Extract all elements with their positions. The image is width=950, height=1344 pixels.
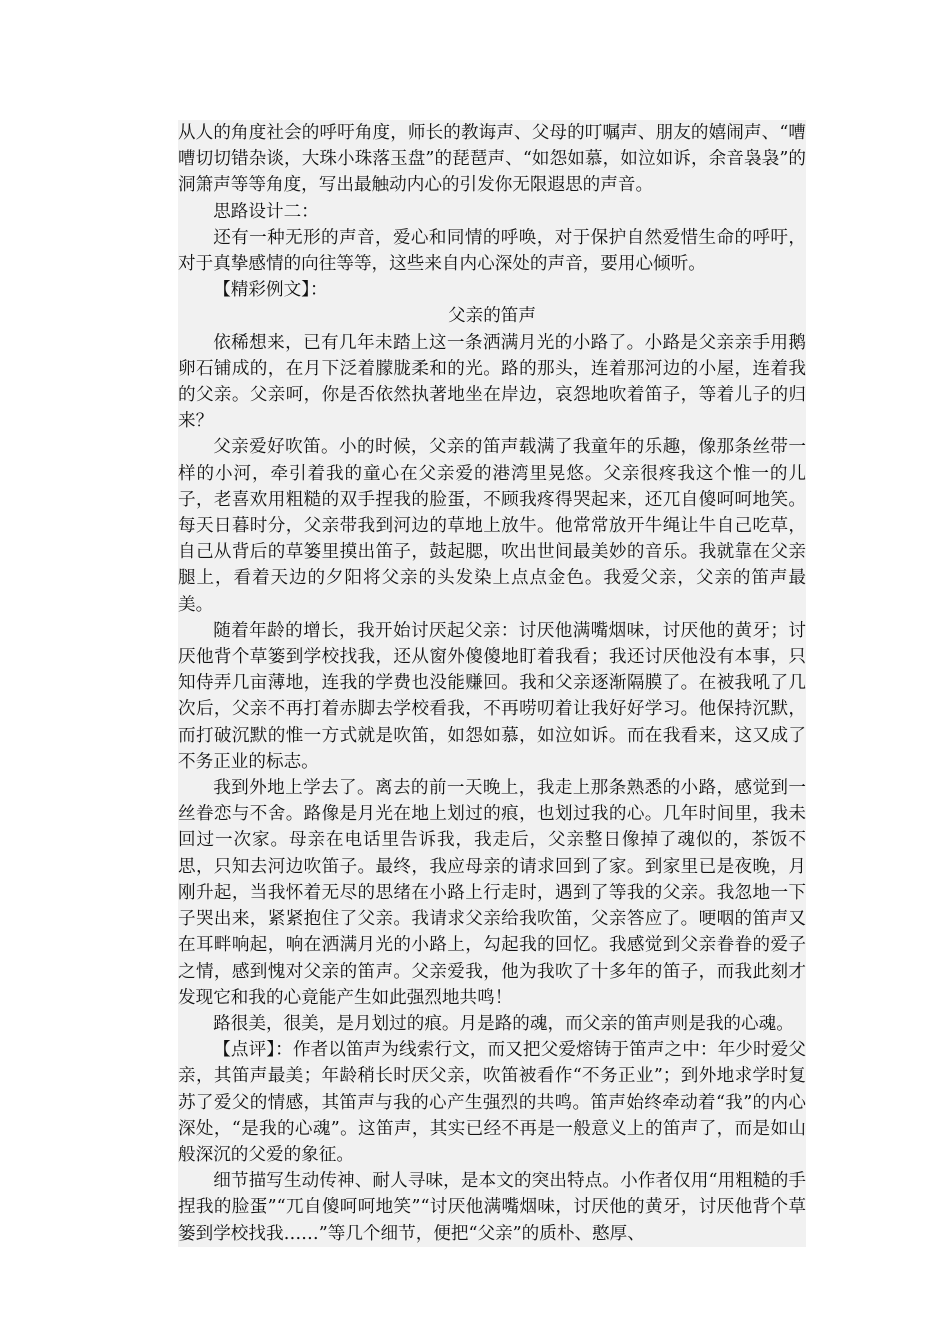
commentary-paragraph-1: 【点评】：作者以笛声为线索行文，而又把父爱熔铸于笛声之中：年少时爱父亲，其笛声最美；年龄稍长时厌父亲，吹笛被看作“不务正业”；到外地求学时复苏了爱父的情感，其笛声与我的心产生强烈的共鸣。笛声始终牵动着“我”的内心深处，“是我的心魂”。这笛声，其实已经不再是一般意义上的笛声了，而是如山般深沉的父爱的象征。 — [178, 1040, 806, 1165]
commentary-paragraph-2: 细节描写生动传神、耐人寻味，是本文的突出特点。小作者仅用“用粗糙的手捏我的脸蛋”“兀自傻呵呵地笑”“讨厌他满嘴烟味，讨厌他的黄牙，讨厌他背个草篓到学校找我……”等几个细节，便把“父亲”的质朴、憨厚、 — [178, 1171, 806, 1244]
paragraph-design-two: 还有一种无形的声音，爱心和同情的呼唤，对于保护自然爱惜生命的呼吁，对于真挚感情的向往等等，这些来自内心深处的声音，要用心倾听。 — [178, 227, 806, 275]
paragraph-intro: 从人的角度社会的呼吁角度，师长的教诲声、父母的叮嘱声、朋友的嬉闹声、“嘈嘈切切错杂谈，大珠小珠落玉盘”的琵琶声、“如怨如慕，如泣如诉，余音袅袅”的洞箫声等等角度，写出最触动内心的引发你无限遐思的声音。 — [178, 123, 806, 196]
essay-title: 父亲的笛声 — [448, 306, 536, 327]
essay-paragraph-3: 随着年龄的增长，我开始讨厌起父亲：讨厌他满嘴烟味，讨厌他的黄牙；讨厌他背个草篓到学校找我，还从窗外傻傻地盯着我看；我还讨厌他没有本事，只知侍弄几亩薄地，连我的学费也没能赚回。我和父亲逐渐隔膜了。在被我吼了几次后，父亲不再打着赤脚去学校看我，不再唠叨着让我好好学习。他保持沉默，而打破沉默的惟一方式就是吹笛，如怨如慕，如泣如诉。而在我看来，这又成了不务正业的标志。 — [178, 620, 806, 772]
document-text-block — [178, 120, 806, 1247]
heading-example: 【精彩例文】： — [213, 280, 328, 301]
essay-paragraph-5: 路很美，很美，是月划过的痕。月是路的魂，而父亲的笛声则是我的心魂。 — [213, 1013, 794, 1034]
essay-paragraph-1: 依稀想来，已有几年未踏上这一条洒满月光的小路了。小路是父亲亲手用鹅卵石铺成的，在月下泛着朦胧柔和的光。路的那头，连着那河边的小屋，连着我的父亲。父亲呵，你是否依然执著地坐在岸边，哀怨地吹着笛子，等着儿子的归来？ — [178, 332, 806, 432]
heading-design-two: 思路设计二： — [213, 201, 319, 222]
essay-paragraph-2: 父亲爱好吹笛。小的时候，父亲的笛声载满了我童年的乐趣，像那条丝带一样的小河，牵引着我的童心在父亲爱的港湾里晃悠。父亲很疼我这个惟一的儿子，老喜欢用粗糙的双手捏我的脸蛋，不顾我疼得哭起来，还兀自傻呵呵地笑。每天日暮时分，父亲带我到河边的草地上放牛。他常常放开牛绳让牛自己吃草，自己从背后的草篓里摸出笛子，鼓起腮，吹出世间最美妙的音乐。我就靠在父亲腿上，看着天边的夕阳将父亲的头发染上点点金色。我爱父亲，父亲的笛声最美。 — [178, 437, 806, 615]
essay-paragraph-4: 我到外地上学去了。离去的前一天晚上，我走上那条熟悉的小路，感觉到一丝眷恋与不舍。路像是月光在地上划过的痕，也划过我的心。几年时间里，我未回过一次家。母亲在电话里告诉我，我走后，父亲整日像掉了魂似的，茶饭不思，只知去河边吹笛子。最终，我应母亲的请求回到了家。到家里已是夜晚，月刚升起，当我怀着无尽的思绪在小路上行走时，遇到了等我的父亲。我忽地一下子哭出来，紧紧抱住了父亲。我请求父亲给我吹笛，父亲答应了。哽咽的笛声又在耳畔响起，响在洒满月光的小路上，勾起我的回忆。我感觉到父亲眷眷的爱子之情，感到愧对父亲的笛声。父亲爱我，他为我吹了十多年的笛子，而我此刻才发现它和我的心竟能产生如此强烈地共鸣！ — [178, 778, 806, 1008]
